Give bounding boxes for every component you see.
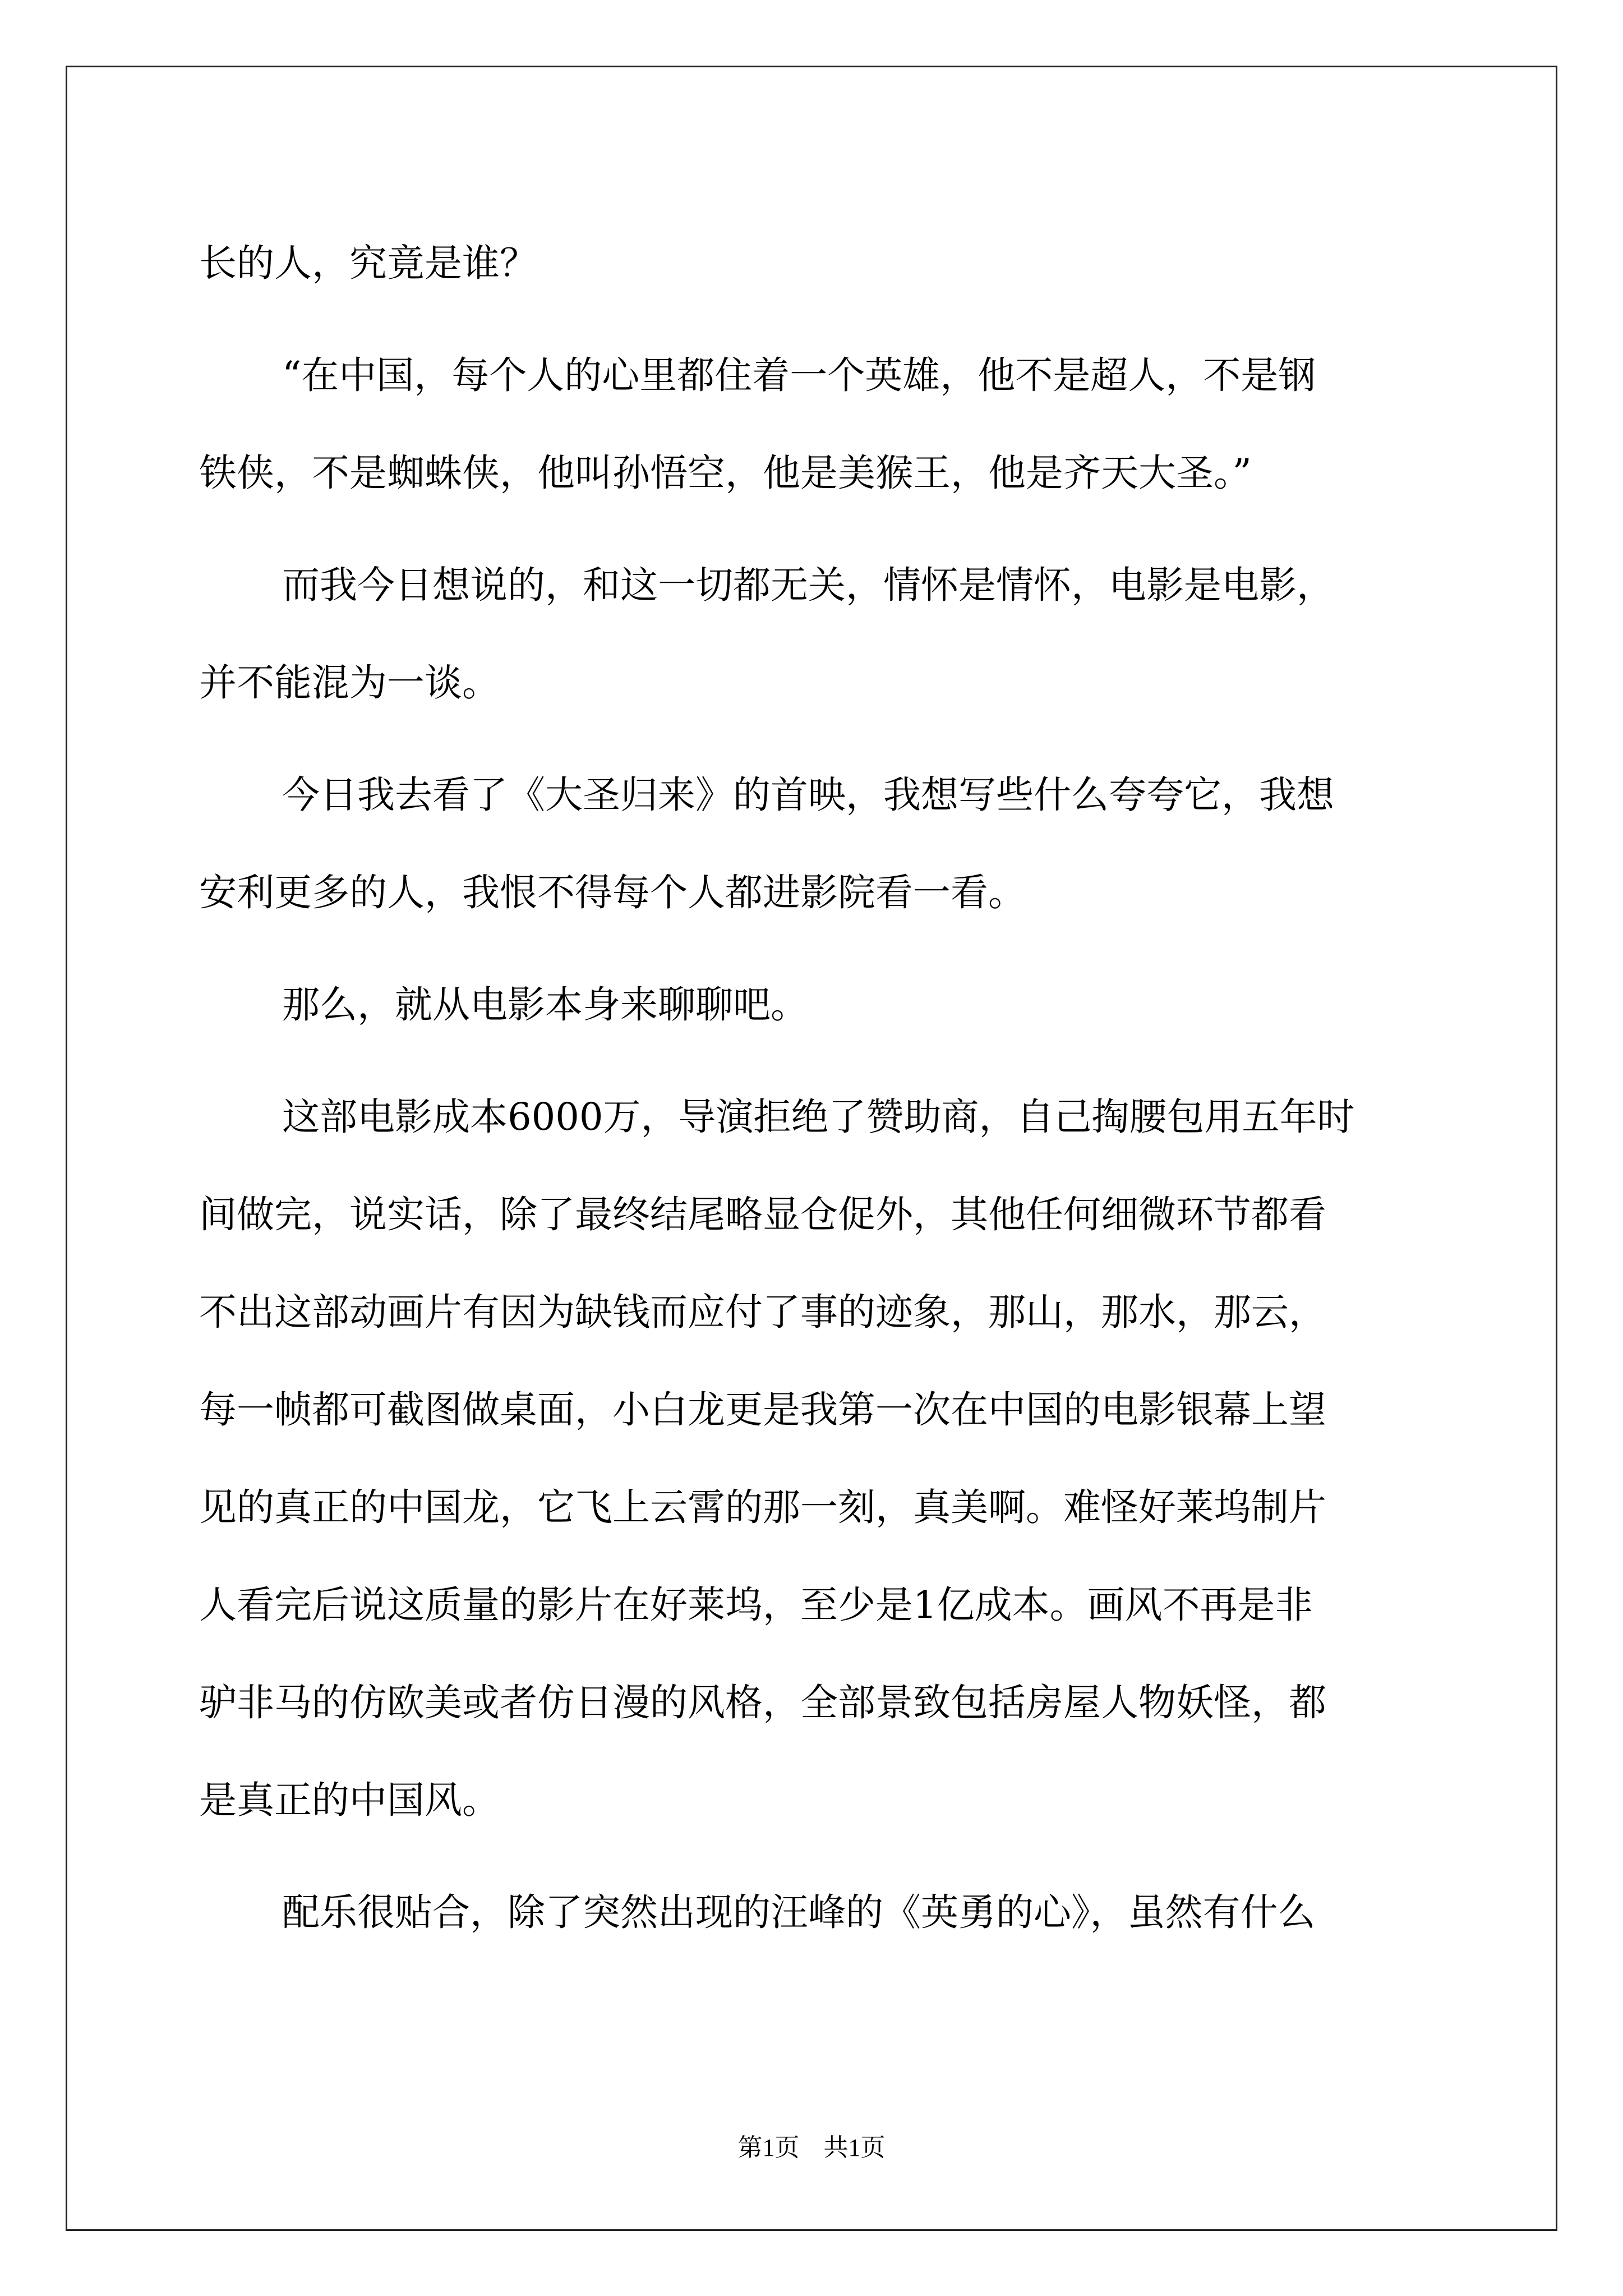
text-line: 配乐很贴合，除了突然出现的汪峰的《英勇的心》，虽然有什么	[282, 1890, 1316, 1934]
text-line: 间做完，说实话，除了最终结尾略显仓促外，其他任何细微环节都看	[199, 1193, 1326, 1236]
text-line: “在中国，每个人的心里都住着一个英雄，他不是超人，不是钢	[282, 353, 1316, 397]
text-line: 见的真正的中国龙，它飞上云霄的那一刻，真美啊。难怪好莱坞制片	[199, 1485, 1326, 1529]
document-body	[199, 214, 1427, 1961]
text-line: 这部电影成本6000万，导演拒绝了赞助商，自己掏腰包用五年时	[282, 1095, 1355, 1139]
text-line: 驴非马的仿欧美或者仿日漫的风格，全部景致包括房屋人物妖怪，都	[199, 1681, 1326, 1724]
text-line: 人看完后说这质量的影片在好莱坞，至少是1亿成本。画风不再是非	[199, 1583, 1313, 1627]
text-line: 并不能混为一谈。	[199, 661, 500, 705]
page-footer	[0, 2127, 1623, 2163]
text-line: 长的人，究竟是谁？	[199, 241, 537, 285]
text-line: 每一帧都可截图做桌面，小白龙更是我第一次在中国的电影银幕上望	[199, 1388, 1326, 1432]
text-line: 是真正的中国风。	[199, 1778, 500, 1822]
text-line: 今日我去看了《大圣归来》的首映，我想写些什么夸夸它，我想	[282, 773, 1334, 817]
text-line: 安利更多的人，我恨不得每个人都进影院看一看。	[199, 871, 1026, 914]
text-line: 不出这部动画片有因为缺钱而应付了事的迹象，那山，那水，那云，	[199, 1290, 1326, 1334]
page-number: 第1页	[737, 2134, 800, 2161]
text-line: 那么，就从电影本身来聊聊吧。	[282, 983, 808, 1027]
text-line: 而我今日想说的，和这一切都无关，情怀是情怀，电影是电影，	[282, 563, 1334, 607]
text-line: 铁侠，不是蜘蛛侠，他叫孙悟空，他是美猴王，他是齐天大圣。”	[199, 451, 1252, 495]
page-total: 共1页	[823, 2134, 886, 2161]
